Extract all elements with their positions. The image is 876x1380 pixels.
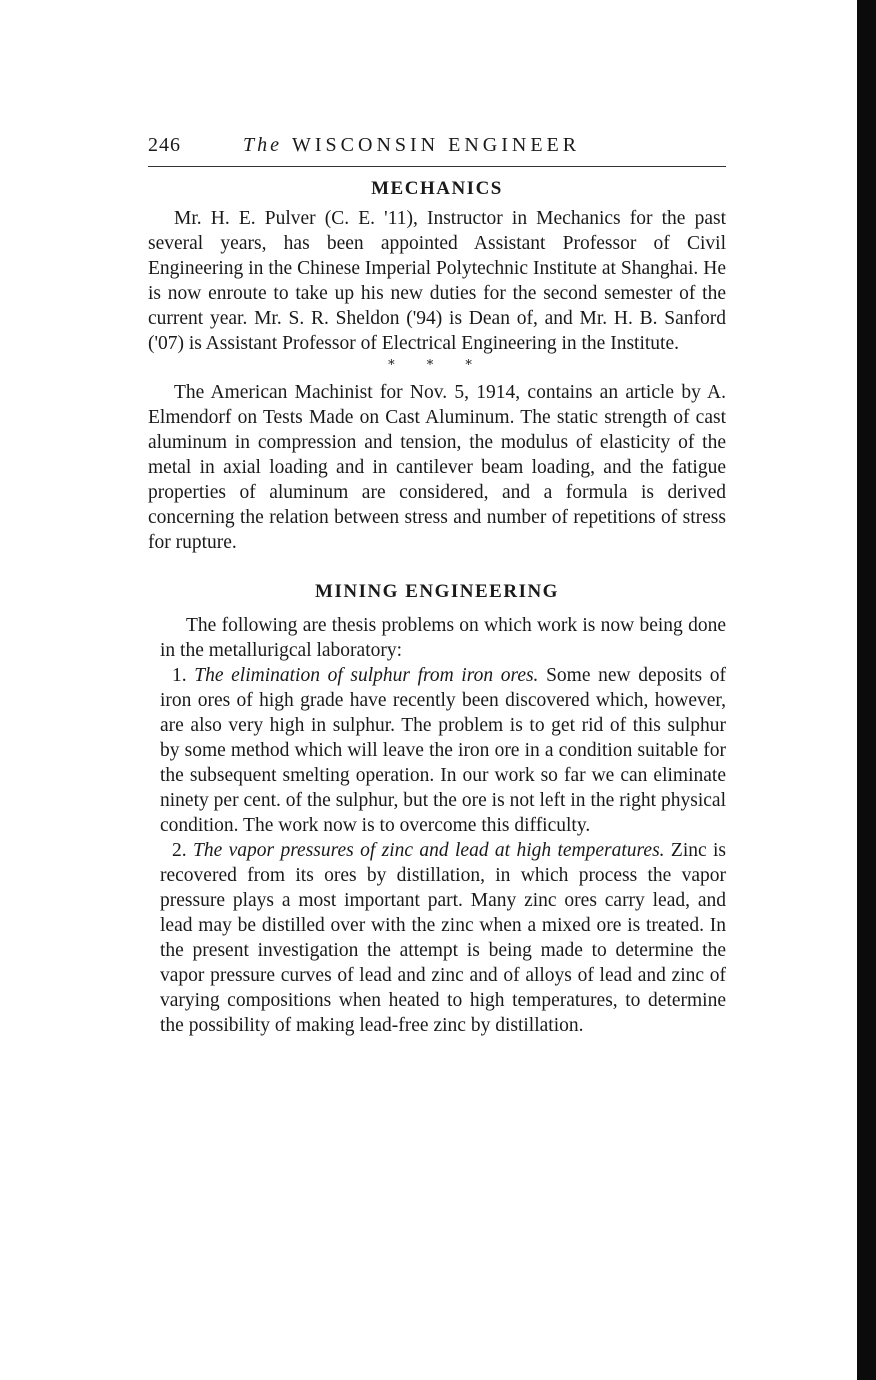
page-number: 246 — [148, 134, 181, 156]
running-header — [148, 128, 726, 160]
mining-intro-paragraph: The following are thesis problems on which work is now being done in the metallurigcal laboratory: — [160, 615, 726, 661]
journal-title-article: The — [243, 134, 282, 156]
thesis-item-sulphur — [160, 663, 726, 838]
thesis-item-title: The elimination of sulphur from iron ores. — [194, 665, 539, 686]
thesis-item-number: 2. — [172, 840, 187, 861]
thesis-item-title: The vapor pressures of zinc and lead at high temperatures. — [192, 840, 665, 861]
section-separator-stars: * * * — [388, 358, 486, 373]
section-heading-mechanics: MECHANICS — [371, 178, 503, 199]
mechanics-paragraph-pulver: Mr. H. E. Pulver (C. E. '11), Instructor in Mechanics for the past several years, has been appointed Assistant Professor of Civil Engineering in the Chinese Imperial Polytechnic Institute at Shanghai. He is now enroute to take up his new duties for the second semester of the current year. Mr. S. R. Sheldon ('94) is Dean of, and Mr. H. B. Sanford ('07) is Assistant Professor of Electrical Engineering in the Institute. — [148, 208, 726, 354]
page-content — [148, 128, 726, 1038]
section-heading-mining: MINING ENGINEERING — [315, 581, 559, 602]
mining-section-body — [160, 613, 726, 1038]
header-rule — [148, 166, 726, 167]
thesis-item-number: 1. — [172, 665, 187, 686]
thesis-item-vapor-pressure — [160, 838, 726, 1038]
journal-title-name: WISCONSIN ENGINEER — [292, 134, 581, 156]
mechanics-paragraph-aluminum: The American Machinist for Nov. 5, 1914, contains an article by A. Elmendorf on Tests Made on Cast Aluminum. The static strength of cast aluminum in compression and tension, the modulus of elasticity of the metal in axial loading and in cantilever beam loading, and the fatigue properties of aluminum are considered, and a formula is derived concerning the relation between stress and number of repetitions of stress for rupture. — [148, 382, 726, 553]
thesis-item-text: Zinc is recovered from its ores by distillation, in which process the vapor pressure plays a most important part. Many zinc ores carry lead, and lead may be distilled over with the zinc when a mixed ore is treated. In the present investigation the attempt is being made to determine the vapor pressure curves of lead and zinc and of alloys of lead and zinc of varying compositions when heated to high temperatures, to determine the possibility of making lead-free zinc by distillation. — [160, 840, 727, 1036]
journal-title — [243, 134, 580, 157]
book-spine-edge — [857, 0, 876, 1380]
thesis-item-text: Some new deposits of iron ores of high grade have recently been discovered which, however, are also very high in sulphur. The problem is to get rid of this sulphur by some method which will leave the iron ore in a condition suitable for the subsequent smelting operation. In our work so far we can eliminate ninety per cent. of the sulphur, but the ore is not left in the right physical condition. The work now is to overcome this difficulty. — [160, 665, 726, 836]
